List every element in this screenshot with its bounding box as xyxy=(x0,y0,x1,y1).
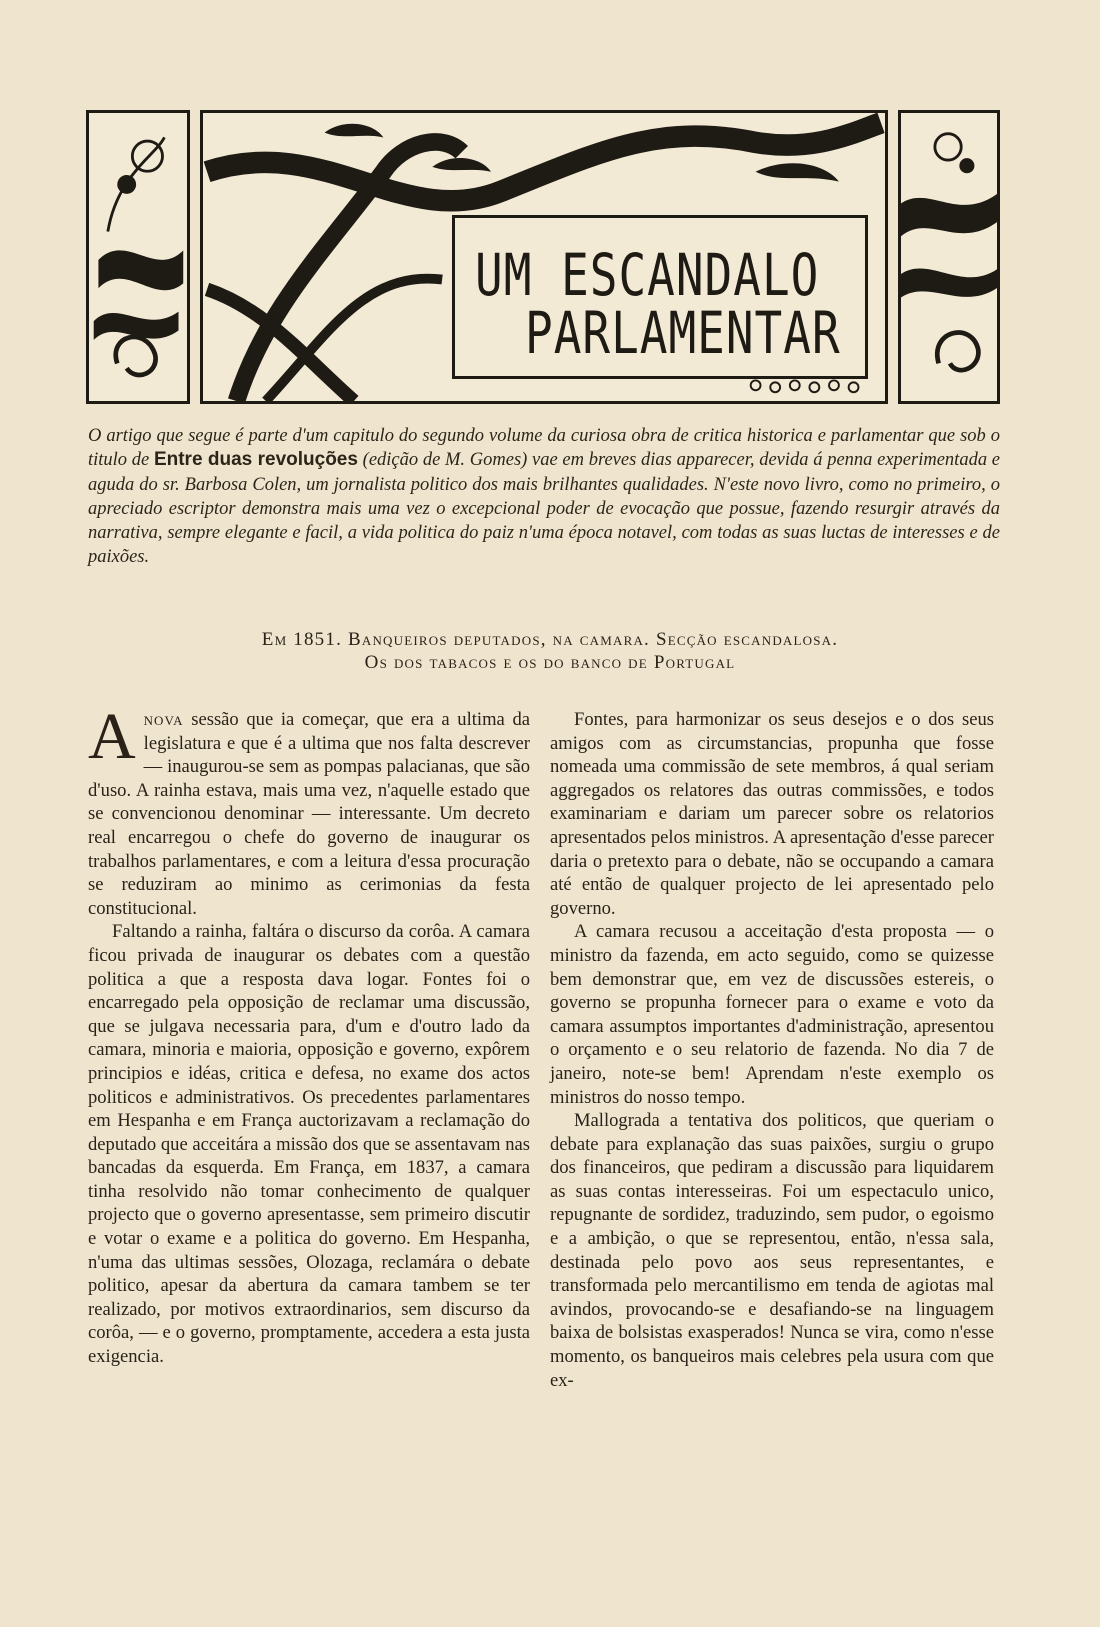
page-title-line-2: PARLAMENTAR xyxy=(525,299,841,367)
subheading-line-1: Em 1851. Banqueiros deputados, na camara. Secção escandalosa. xyxy=(261,629,839,650)
right-paragraph-1: Fontes, para harmonizar os seus desejos e o dos seus amigos com as circumstancias, propunha que fosse nomeada uma commissão de sete membros, á qual seriam aggregados os relatores das outras commissões, e todos examinariam e dariam um parecer sobre os relatorios apresentados pelos ministros. A apresentação d'esse parecer daria o pretexto para o debate, não se occupando a camara até então de qualquer projecto de lei apresentado pelo governo. xyxy=(550,709,994,919)
left-paragraph-1 xyxy=(88,700,530,920)
section-subheading xyxy=(100,628,1000,674)
intro-paragraph xyxy=(88,424,1000,570)
intro-text-end: (edição de M. Gomes) vae em breves dias apparecer, devida á penna experimentada e aguda do sr. Barbosa Colen, um jornalista politico dos mais brilhantes qualidades. N'este novo livro, como no primeiro, o apreciado escriptor demonstra mais uma vez o excepcional poder de evocação que possue, fazendo resurgir através da narrativa, sempre elegante e facil, a vida politica do paiz n'uma época notavel, com todas as suas luctas de interesses e de paixões. xyxy=(88,450,1000,568)
title-box xyxy=(452,215,868,379)
flower-ornament-icon xyxy=(89,113,187,401)
left-ornament-panel xyxy=(86,110,190,404)
first-word: nova xyxy=(143,709,184,730)
drop-cap: A xyxy=(88,700,136,773)
left-paragraph-1-text: sessão que ia começar, que era a ultima da legislatura e que é a ultima que nos falta descrever — inaugurou-se sem as pompas palacianas, que são d'uso. A rainha estava, mais uma vez, n'aquelle estado que se convencionou denominar — interessante. Um decreto real encarregou o chefe do governo de inaugurar os trabalhos parlamentares, e com a leitura d'essa procuração se reduziram ao minimo as cerimonias da festa constitucional. xyxy=(88,709,530,919)
intro-text-start: O artigo que segue é parte d'um capitulo do segundo volume da curiosa obra de critica historica e parlamentar que sob o titulo de xyxy=(88,426,1000,471)
left-column xyxy=(88,700,530,1369)
right-paragraph-3: Mallograda a tentativa dos politicos, que queriam o debate para explanação das suas paixões, surgiu o grupo dos financeiros, que pediram a discussão para liquidarem as suas contas interesseiras. Foi um espectaculo unico, repugnante de sordidez, traduzindo, sem pudor, o egoismo e a ambição, o que se representou, então, n'essa sala, destinada pelo povo aos seus representantes, e transformada pelo mercantilismo em tenda de agiotas mal avindos, provocando-se e desafiando-se na linguagem baixa de bolsistas exasperados! Nunca se vira, como n'esse momento, os banqueiros mais celebres pela usura com que ex- xyxy=(550,1110,994,1391)
right-column xyxy=(550,708,994,1392)
book-title: Entre duas revoluções xyxy=(153,449,358,471)
subheading-line-2: Os dos tabacos e os do banco de Portugal xyxy=(364,652,736,673)
page-title-line-1: UM ESCANDALO xyxy=(475,241,820,309)
right-paragraph-2: A camara recusou a acceitação d'esta proposta — o ministro da fazenda, em acto seguido, como se quizesse bem demonstrar que, em vez de discussões estereis, o governo se propunha fornecer para o exame e voto da camara assumptos importantes d'administração, apresentou o orçamento e o seu relatorio de fazenda. No dia 7 de janeiro, note-se bem! Aprendam n'este exemplo os ministros do nosso tempo. xyxy=(550,921,994,1108)
left-paragraph-2: Faltando a rainha, faltára o discurso da corôa. A camara ficou privada de inaugurar os debates com a questão politica a que a resposta dava logar. Fontes foi o encarregado pela opposição de reclamar uma discussão, que se julgava necessaria para, d'um e d'outro lado da camara, minoria e maioria, opposição e governo, expôrem principios e idéas, critica e defesa, no exame dos actos politicos e administrativos. Os precedentes parlamentares em Hespanha e em França auctorizavam a reclamação do deputado que acceitára a missão dos que se assentavam nas bancadas da esquerda. Em França, em 1837, a camara tinha resolvido não tomar conhecimento de qualquer projecto que o governo apresentasse, sem primeiro discutir e votar o exame e a politica do governo. Em Hespanha, n'uma das ultimas sessões, Olozaga, reclamára o debate politico, apesar da abertura da camara tambem se ter realizado, por motivos extraordinarios, sem discurso da corôa, — e o governo, promptamente, accedera a esta justa exigencia. xyxy=(88,921,530,1368)
